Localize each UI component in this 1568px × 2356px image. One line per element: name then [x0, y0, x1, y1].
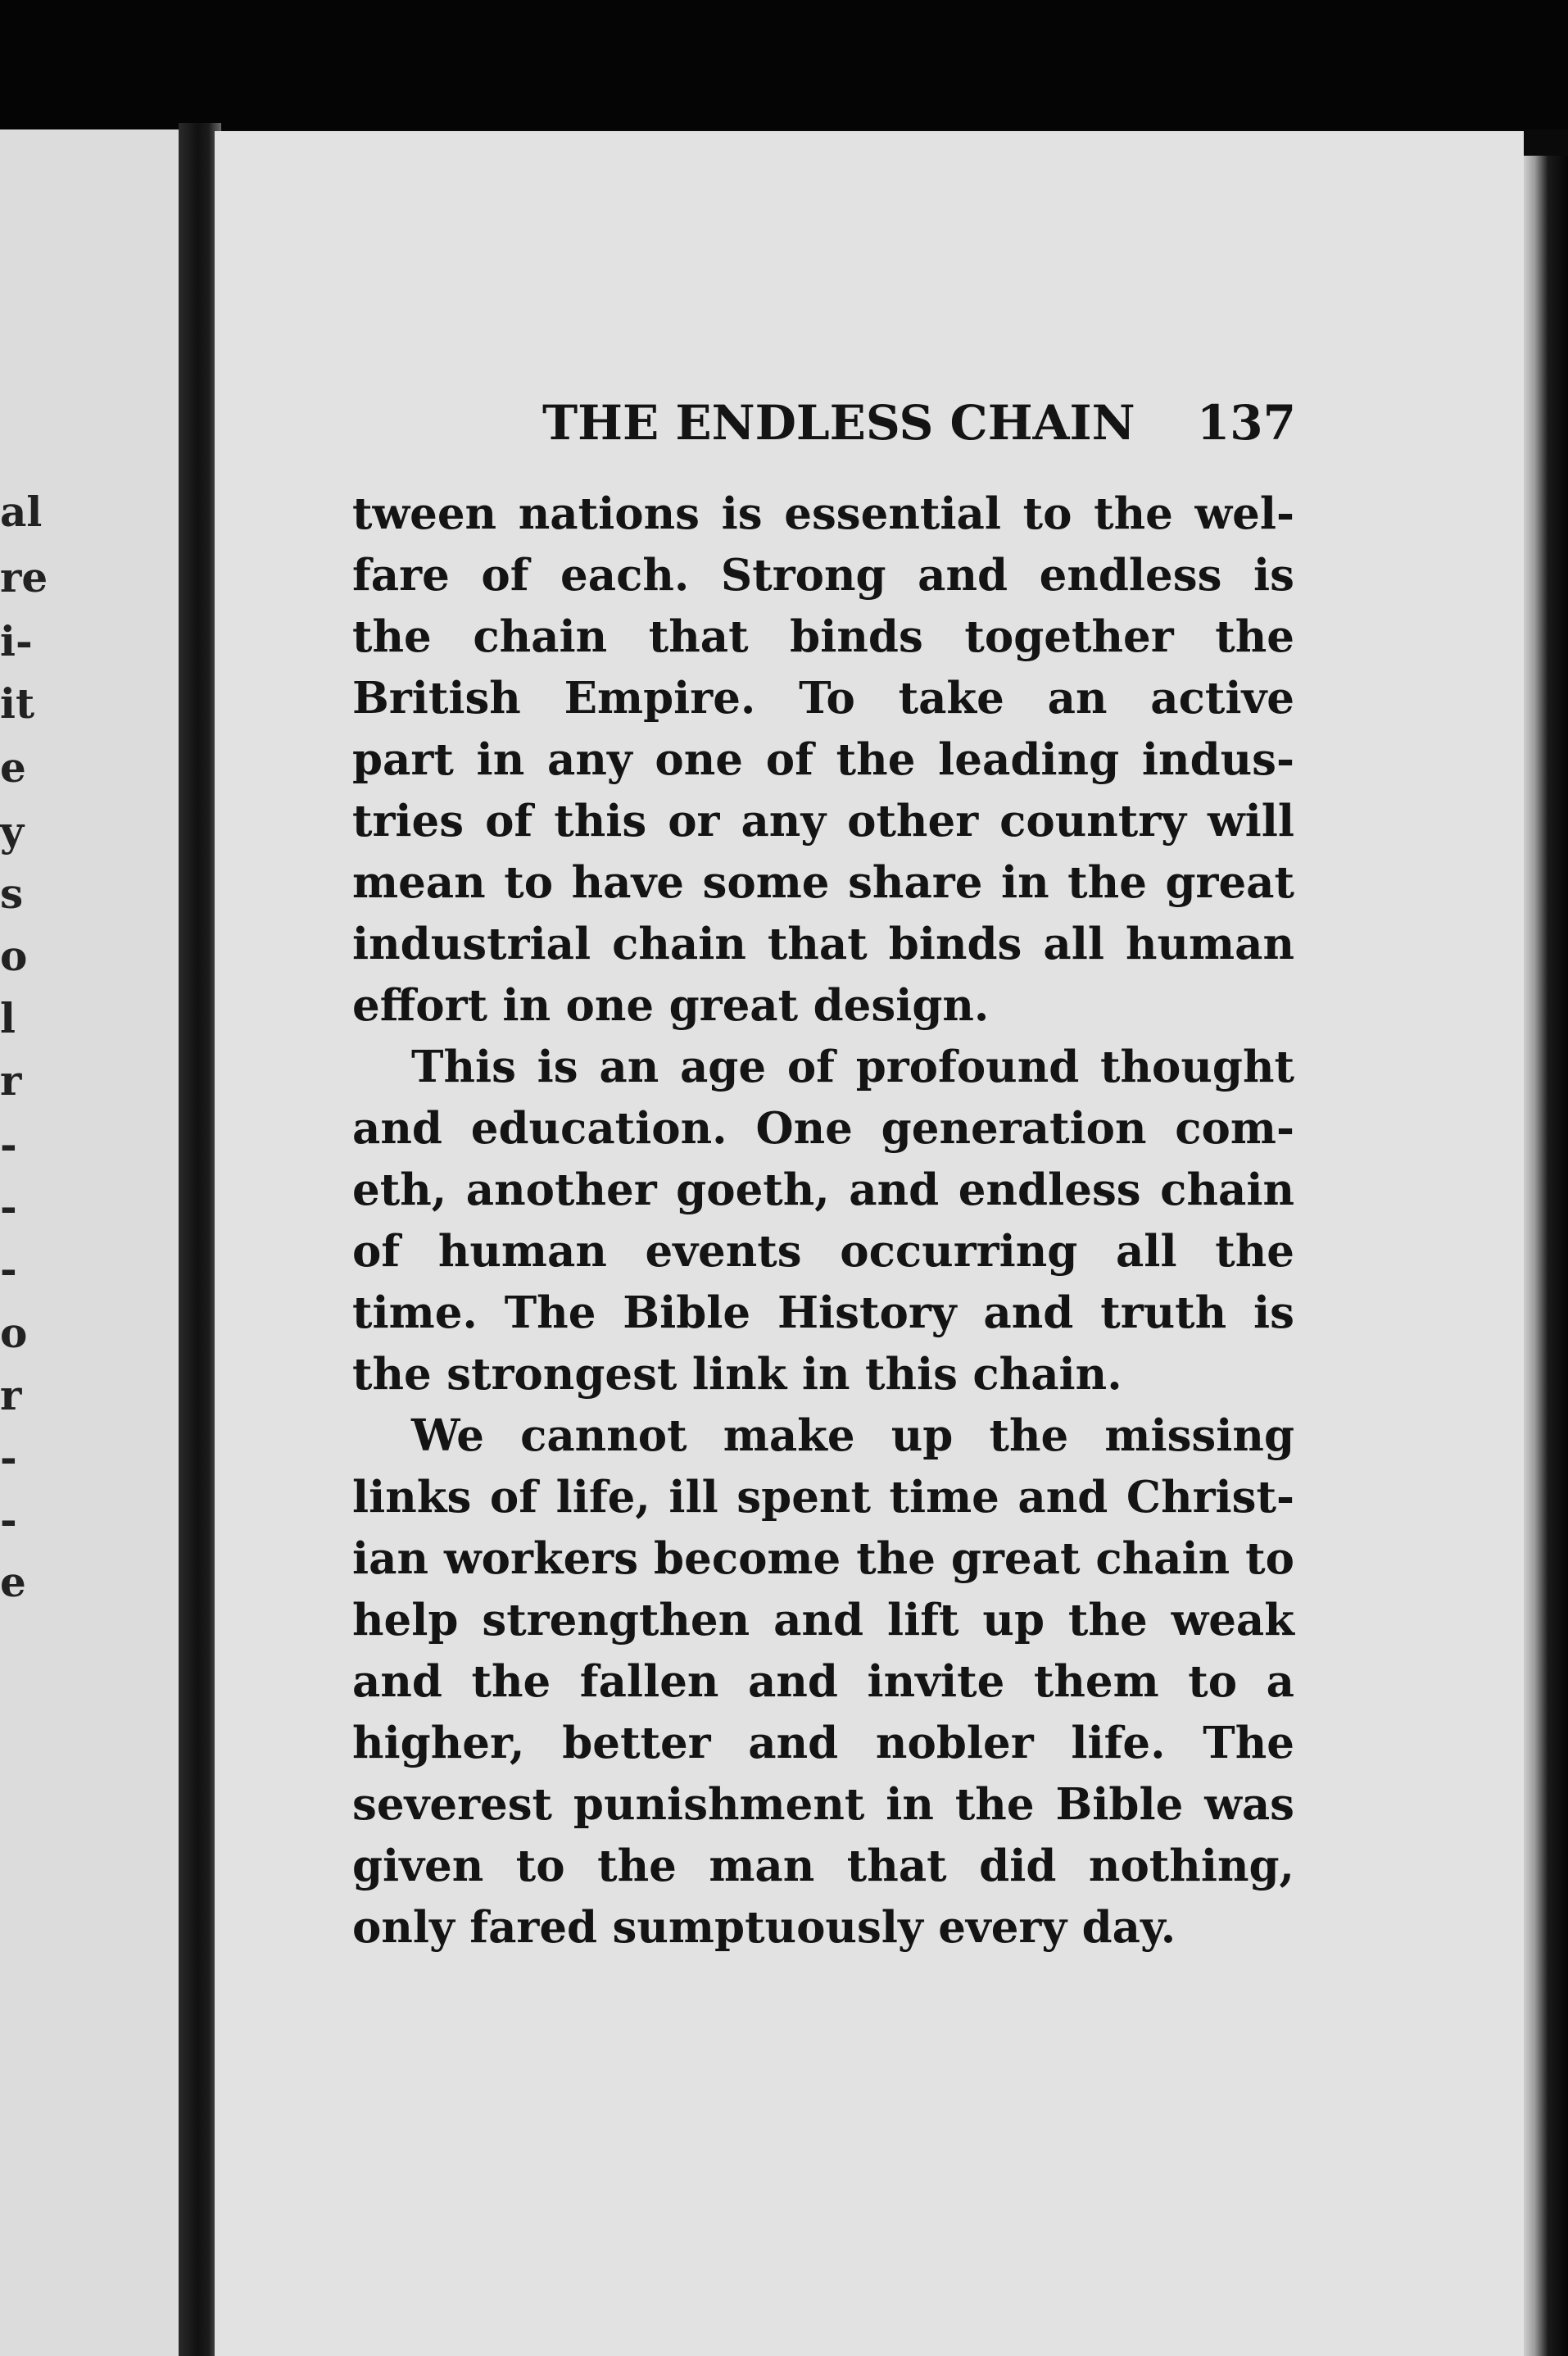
text-line: tween nations is essential to the wel- — [352, 488, 1294, 539]
text-line: part in any one of the leading indus- — [352, 734, 1294, 785]
facing-page-fragment: - — [0, 1245, 17, 1293]
facing-page-fragment: s — [0, 869, 24, 918]
facing-page-fragment: r — [0, 1371, 22, 1419]
text-line: eth, another goeth, and endless chain — [352, 1164, 1294, 1215]
facing-page-fragment: - — [0, 1433, 17, 1482]
facing-page-fragment: - — [0, 1120, 17, 1169]
text-line: the chain that binds together the — [352, 611, 1294, 662]
text-line: mean to have some share in the great — [352, 857, 1294, 908]
facing-page-fragment: e — [0, 1558, 26, 1606]
text-line: help strengthen and lift up the weak — [352, 1595, 1294, 1646]
paragraph — [352, 483, 1294, 1037]
paragraph — [352, 1405, 1294, 1959]
facing-page-fragment: i- — [0, 617, 33, 665]
text-line: only fared sumptuously every day. — [352, 1902, 1176, 1953]
text-line: effort in one great design. — [352, 980, 990, 1031]
facing-page-fragment: r — [0, 1056, 22, 1105]
running-head: THE ENDLESS CHAIN — [542, 395, 1135, 451]
page-header — [542, 395, 1296, 461]
facing-page-fragment: it — [0, 679, 35, 728]
text-line: links of life, ill spent time and Christ- — [352, 1472, 1294, 1523]
facing-page-fragment: l — [0, 994, 16, 1042]
text-line: the strongest link in this chain. — [352, 1349, 1122, 1400]
text-line: severest punishment in the Bible was — [352, 1779, 1294, 1830]
text-line: British Empire. To take an active — [352, 673, 1294, 724]
text-line: ian workers become the great chain to — [352, 1533, 1294, 1584]
facing-page-fragment: al — [0, 488, 43, 536]
facing-page-fragment: e — [0, 743, 26, 792]
page-number: 137 — [1196, 395, 1296, 451]
facing-page-fragment: y — [0, 807, 25, 856]
text-line: higher, better and nobler life. The — [352, 1718, 1294, 1768]
text-line: This is an age of profound thought — [411, 1042, 1294, 1092]
text-line: given to the man that did nothing, — [352, 1841, 1294, 1891]
facing-page-edge — [0, 129, 179, 2356]
scan-top-border — [0, 0, 1568, 129]
facing-page-fragment: re — [0, 553, 48, 601]
facing-page-fragment: - — [0, 1496, 17, 1544]
paragraph — [352, 1037, 1294, 1405]
text-line: fare of each. Strong and endless is — [352, 550, 1294, 601]
text-line: time. The Bible History and truth is — [352, 1287, 1294, 1338]
text-line: of human events occurring all the — [352, 1226, 1294, 1277]
page-right-edge — [1524, 156, 1568, 2356]
text-line: and education. One generation com- — [352, 1103, 1294, 1154]
text-line: tries of this or any other country will — [352, 796, 1294, 847]
facing-page-fragment: o — [0, 932, 28, 980]
page-body — [352, 483, 1294, 1959]
text-line: industrial chain that binds all human — [352, 919, 1294, 969]
text-line: We cannot make up the missing — [411, 1410, 1294, 1461]
text-line: and the fallen and invite them to a — [352, 1656, 1294, 1707]
facing-page-fragment: - — [0, 1183, 17, 1231]
facing-page-fragment: o — [0, 1309, 28, 1357]
